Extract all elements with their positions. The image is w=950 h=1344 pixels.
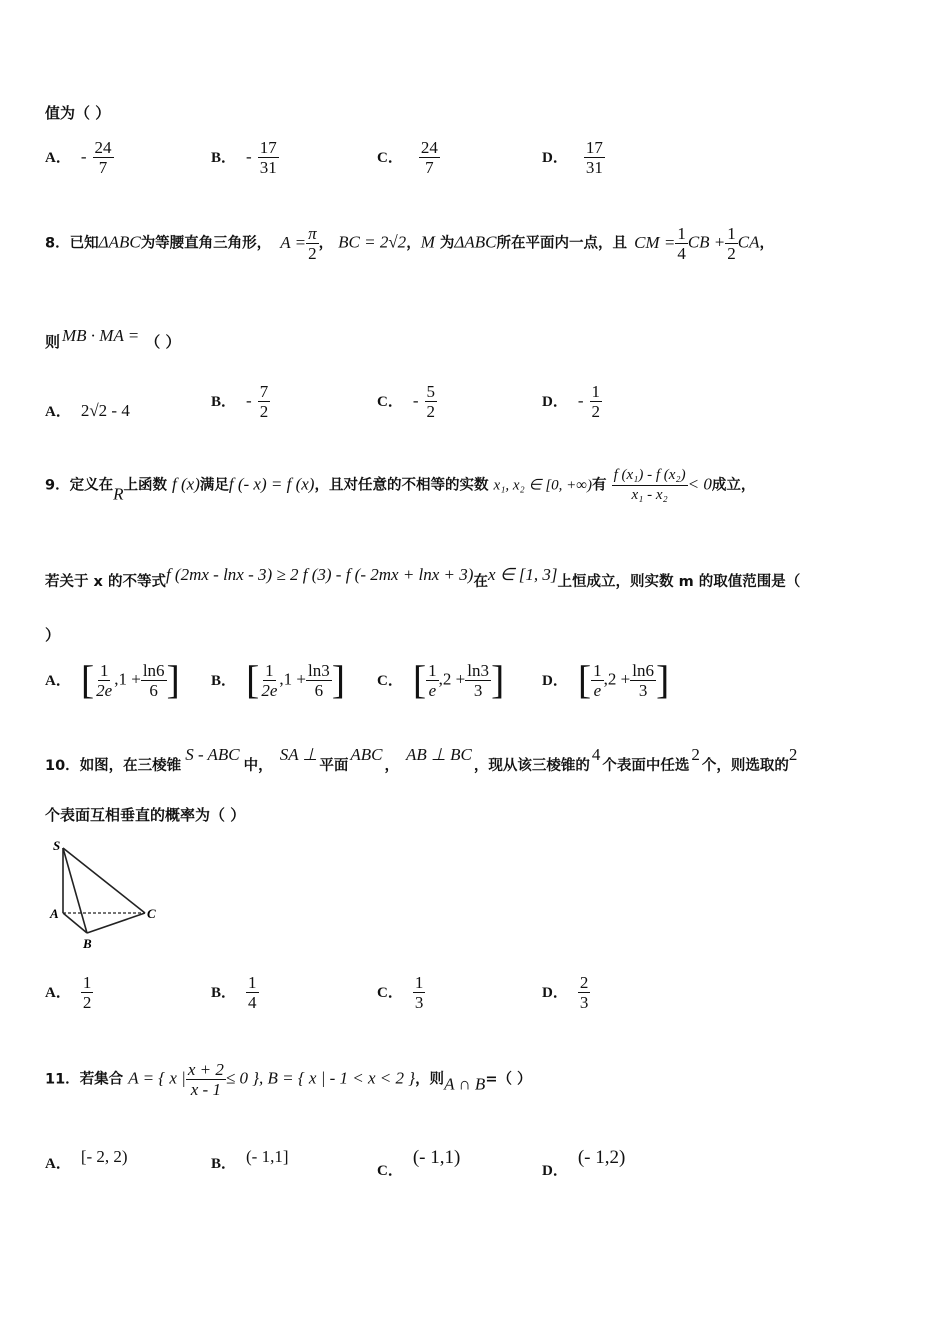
- option-label: C．: [377, 150, 403, 166]
- option-label: D．: [542, 1163, 568, 1179]
- question-number: 11．: [45, 1071, 80, 1088]
- q9-option-c[interactable]: C． [ $\frac{1}{e}$ ,2 + $\frac{\ln 3}{3}$ ]: [377, 657, 505, 702]
- option-fraction: $\frac{1}{3}$: [414, 973, 424, 1012]
- option-fraction: $\frac{1}{2}$: [82, 973, 92, 1012]
- q7-continuation: 值为（ ）: [45, 104, 111, 122]
- q11-option-d[interactable]: [542, 1147, 625, 1180]
- option-fraction: $\frac{17}{31}$: [585, 138, 603, 177]
- option-fraction: $\frac{1}{2}$: [591, 382, 601, 421]
- q10-option-d[interactable]: [542, 973, 590, 1012]
- vertex-s-label: S: [53, 838, 61, 853]
- q11-option-b[interactable]: [211, 1147, 289, 1173]
- option-fraction: $\frac{7}{2}$: [259, 382, 269, 421]
- option-expression: [- 2, 2): [80, 1147, 128, 1166]
- option-fraction: $\frac{5}{2}$: [426, 382, 436, 421]
- option-label: D．: [542, 985, 568, 1001]
- q8-question: 则 MB · MA = （ ）: [45, 326, 181, 351]
- q10-option-c[interactable]: [377, 973, 425, 1012]
- q8-stem: 8．已知ΔABC为等腰直角三角形， A = $\frac{\pi}{2}$ ， BC = 2√2，M 为ΔABC所在平面内一点，且 CM = $\frac{1}{4}$ CB + $\frac{1}{2}$ CA，: [45, 224, 774, 263]
- option-label: B．: [211, 1156, 237, 1172]
- option-label: A．: [45, 985, 71, 1001]
- vertex-b-label: B: [83, 936, 92, 951]
- option-label: C．: [377, 985, 403, 1001]
- q8-option-c[interactable]: C． - $\frac{5}{2}$: [377, 382, 436, 421]
- option-sign: -: [246, 147, 252, 166]
- q10-option-a[interactable]: [45, 973, 93, 1012]
- option-label: A．: [45, 150, 71, 166]
- q9-stem: 9．定义在R上函数 f (x)满足f (- x) = f (x)，且对任意的不相等的实数 x₁, x₂ ∈ [0, +∞)有 $\frac{\text{f (x₁) - f (x₂)}}{\text{x₁ - x₂}}$ < 0成立，: [45, 467, 756, 504]
- option-expression: (- 1,2): [577, 1147, 626, 1168]
- edge-sc: [63, 848, 145, 913]
- pyramid-figure: [45, 836, 165, 956]
- option-label: D．: [542, 672, 568, 689]
- q9-option-a[interactable]: A． [ $\frac{1}{2e}$ ,1 + $\frac{\ln 6}{6}$ ]: [45, 657, 180, 702]
- option-label: C．: [377, 672, 403, 689]
- option-label: D．: [542, 394, 568, 410]
- q9-paren: ）: [45, 626, 61, 644]
- q8-option-d[interactable]: D． - $\frac{1}{2}$: [542, 382, 601, 421]
- question-number: 10．: [45, 758, 80, 774]
- q9-option-d[interactable]: D． [ $\frac{1}{e}$ ,2 + $\frac{\ln 6}{3}$ ]: [542, 657, 670, 702]
- question-number: 8．: [45, 235, 70, 252]
- option-label: B．: [211, 672, 237, 689]
- option-fraction: $\frac{24}{7}$: [420, 138, 438, 177]
- option-fraction: $\frac{24}{7}$: [94, 138, 112, 177]
- q7-option-c[interactable]: [377, 138, 440, 177]
- q9-condition: 若关于 x 的不等式f (2mx - lnx - 3) ≥ 2 f (3) - f (- 2mx + lnx + 3)在x ∈ [1, 3]上恒成立，则实数 m 的取值范围是（: [45, 565, 801, 590]
- option-label: B．: [211, 985, 237, 1001]
- option-expression: (- 1,1]: [246, 1147, 289, 1166]
- edge-bc: [87, 913, 145, 933]
- option-fraction: $\frac{17}{31}$: [259, 138, 277, 177]
- q10-stem: 10．如图，在三棱锥S - ABC中， SA ⊥平面ABC， AB ⊥ BC，现从该三棱锥的4个表面中任选2个，则选取的2: [45, 745, 798, 774]
- q7-option-b[interactable]: [211, 138, 279, 177]
- q11-stem: 11．若集合 A = { x | $\frac{x + 2}{x - 1}$ ≤ 0 }, B = { x | - 1 < x < 2 }，则A ∩ B=（ ）: [45, 1060, 532, 1099]
- option-expression: (- 1,1): [412, 1147, 461, 1168]
- q8-option-a[interactable]: [45, 400, 130, 421]
- q11-option-c[interactable]: [377, 1147, 460, 1180]
- vertex-a-label: A: [50, 906, 59, 921]
- option-label: A．: [45, 672, 71, 689]
- option-label: A．: [45, 1156, 71, 1172]
- q11-option-a[interactable]: [45, 1147, 128, 1173]
- option-label: D．: [542, 150, 568, 166]
- option-fraction: $\frac{1}{4}$: [248, 973, 257, 1012]
- option-label: B．: [211, 150, 237, 166]
- q10-question: 个表面互相垂直的概率为（ ）: [45, 806, 246, 824]
- question-number: 9．: [45, 477, 70, 494]
- option-expression: 2√2 - 4: [80, 401, 130, 420]
- q9-option-b[interactable]: B． [ $\frac{1}{2e}$ ,1 + $\frac{\ln 3}{6}$ ]: [211, 657, 346, 702]
- q8-option-b[interactable]: B． - $\frac{7}{2}$: [211, 382, 269, 421]
- option-sign: -: [80, 147, 87, 166]
- option-label: C．: [377, 394, 403, 410]
- q7-option-d[interactable]: [542, 138, 605, 177]
- option-label: B．: [211, 394, 237, 410]
- option-label: C．: [377, 1163, 403, 1179]
- q7-option-a[interactable]: [45, 138, 114, 177]
- edge-sb: [63, 848, 87, 933]
- q10-option-b[interactable]: [211, 973, 259, 1012]
- vertex-c-label: C: [147, 906, 156, 921]
- option-fraction: $\frac{2}{3}$: [579, 973, 589, 1012]
- option-label: A．: [45, 404, 71, 420]
